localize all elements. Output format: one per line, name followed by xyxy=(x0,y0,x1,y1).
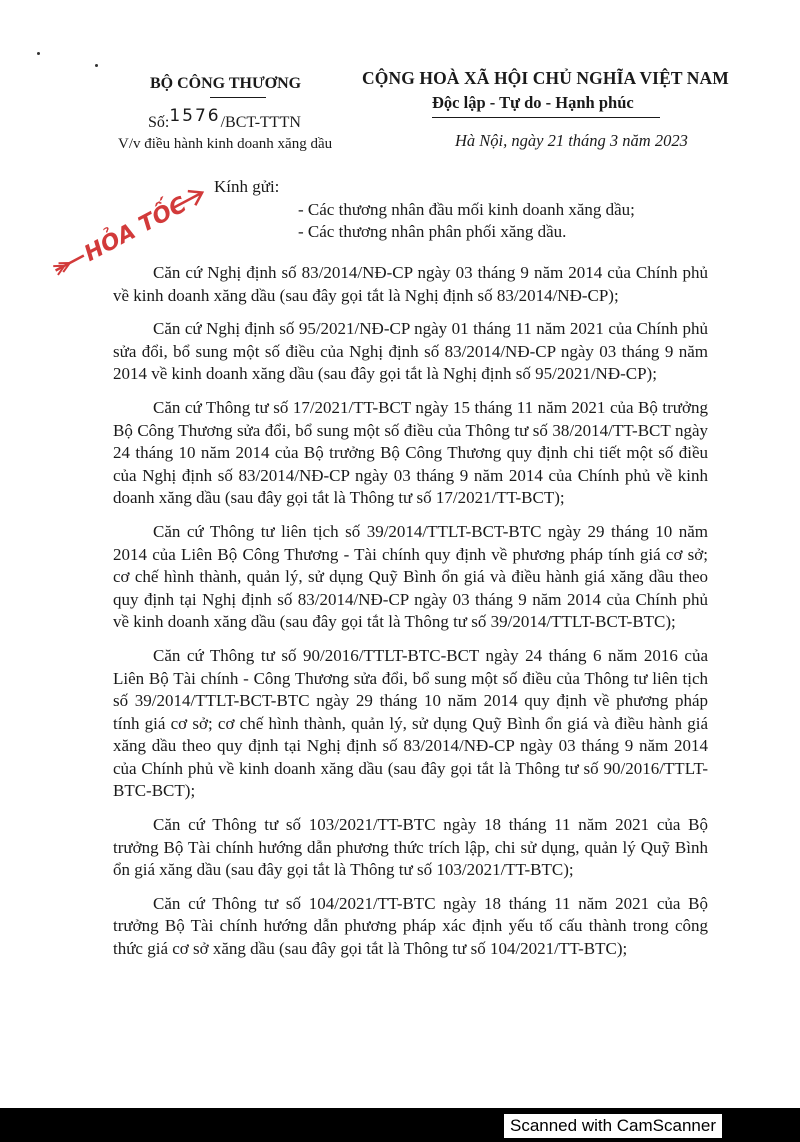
legal-basis-paragraph: Căn cứ Thông tư liên tịch số 39/2014/TTLT-BCT-BTC ngày 29 tháng 10 năm 2014 của Liên Bộ Công Thương - Tài chính quy định về phương pháp tính giá cơ sở; cơ chế hình thành, quản lý, sử dụng Quỹ Bình ổn giá và điều hành giá xăng dầu theo quy định tại Nghị định số 83/2014/NĐ-CP ngày 03 tháng 9 năm 2014 của Chính phủ về kinh doanh xăng dầu (sau đây gọi tắt là Thông tư số 39/2014/TTLT-BCT-BTC); xyxy=(113,521,708,632)
document-subject: V/v điều hành kinh doanh xăng dầu xyxy=(118,136,333,152)
legal-basis-paragraph: Căn cứ Nghị định số 83/2014/NĐ-CP ngày 03 tháng 9 năm 2014 của Chính phủ về kinh doanh xăng dầu (sau đây gọi tắt là Nghị định số 83/2014/NĐ-CP); xyxy=(113,263,708,305)
legal-basis-paragraph: Căn cứ Thông tư số 104/2021/TT-BTC ngày 18 tháng 11 năm 2021 của Bộ trưởng Bộ Tài chính hướng dẫn phương pháp xác định yếu tố cấu thành trong công thức giá cơ sở xăng dầu (sau đây gọi tắt là Thông tư số 104/2021/TT-BTC); xyxy=(113,893,708,959)
legal-basis-paragraph: Căn cứ Thông tư số 103/2021/TT-BTC ngày 18 tháng 11 năm 2021 của Bộ trưởng Bộ Tài chính hướng dẫn phương thức trích lập, chi sử dụng, quản lý Quỹ Bình ổn giá xăng dầu (sau đây gọi tắt là Thông tư số 103/2021/TT-BTC); xyxy=(113,815,708,880)
legal-basis-paragraph: Căn cứ Thông tư số 90/2016/TTLT-BTC-BCT ngày 24 tháng 6 năm 2016 của Liên Bộ Tài chính - Công Thương sửa đổi, bổ sung một số điều của Thông tư liên tịch số 39/2014/TTLT-BCT-BTC ngày 29 tháng 10 năm 2014 quy định về phương pháp tính giá cơ sở; cơ chế hình thành, quản lý, sử dụng Quỹ Bình ổn giá và điều hành giá xăng dầu theo quy định tại Nghị định số 83/2014/NĐ-CP ngày 03 tháng 9 năm 2014 của Chính phủ về kinh doanh xăng dầu (sau đây gọi tắt là Thông tư số 90/2016/TTLT-BTC-BCT); xyxy=(113,645,708,801)
nation-title: CỘNG HOÀ XÃ HỘI CHỦ NGHĨA VIỆT NAM xyxy=(362,68,729,88)
scan-speck xyxy=(37,52,40,55)
scan-speck xyxy=(95,64,98,67)
greeting-label: Kính gửi: xyxy=(214,177,280,196)
urgent-stamp-text: HỎA TỐC xyxy=(80,192,191,267)
national-motto: Độc lập - Tự do - Hạnh phúc xyxy=(432,93,634,112)
scanner-watermark: Scanned with CamScanner xyxy=(504,1114,722,1138)
ministry-underline xyxy=(210,97,266,98)
ministry-name: BỘ CÔNG THƯƠNG xyxy=(150,75,302,92)
legal-basis-paragraph: Căn cứ Nghị định số 95/2021/NĐ-CP ngày 01 tháng 11 năm 2021 của Chính phủ sửa đổi, bổ sung một số điều của Nghị định số 83/2014/NĐ-CP ngày 03 tháng 9 năm 2014 về kinh doanh xăng dầu (sau đây gọi tắt là Nghị định số 95/2021/NĐ-CP); xyxy=(113,319,708,384)
motto-underline xyxy=(432,117,660,118)
number-handwritten: 1576 xyxy=(169,106,221,126)
document-date: Hà Nội, ngày 21 tháng 3 năm 2023 xyxy=(455,131,688,150)
number-prefix: Số: xyxy=(148,114,170,131)
recipient-line: - Các thương nhân phân phối xăng dầu. xyxy=(298,222,567,241)
legal-basis-paragraph: Căn cứ Thông tư số 17/2021/TT-BCT ngày 15 tháng 11 năm 2021 của Bộ trưởng Bộ Công Thương sửa đổi, bổ sung một số điều của Thông tư số 38/2014/TT-BCT ngày 24 tháng 10 năm 2014 của Bộ trưởng Bộ Công Thương quy định chi tiết một số điều của Nghị định số 83/2014/NĐ-CP ngày 03 tháng 9 năm 2014 của Chính phủ về kinh doanh xăng dầu (sau đây gọi tắt là Thông tư số 17/2021/TT-BCT); xyxy=(113,397,708,508)
document-body xyxy=(113,262,708,972)
number-suffix: /BCT-TTTN xyxy=(220,114,301,131)
document-number xyxy=(148,106,301,132)
recipient-line: - Các thương nhân đầu mối kinh doanh xăng dầu; xyxy=(298,200,635,219)
